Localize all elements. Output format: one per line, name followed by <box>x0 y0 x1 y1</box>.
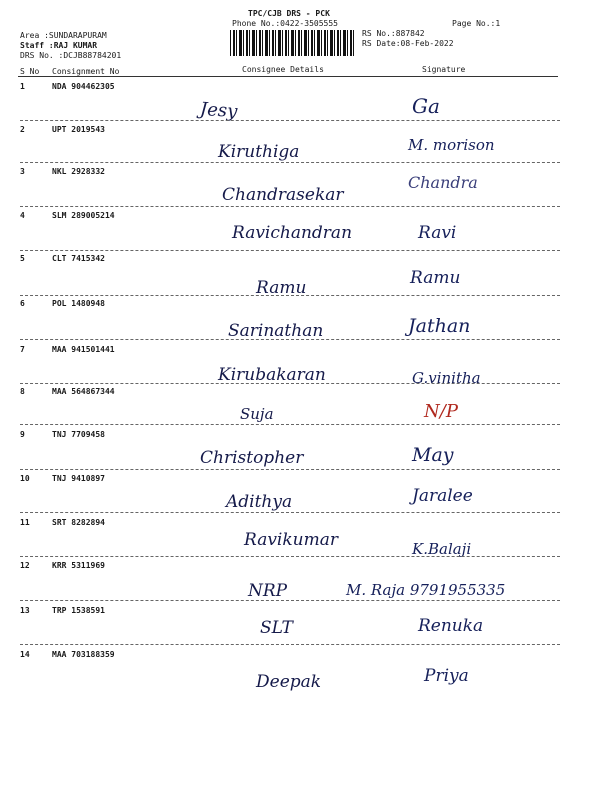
col-consignment: Consignment No <box>52 67 120 76</box>
row-divider <box>20 250 560 251</box>
consignee-handwriting: Ravichandran <box>232 223 353 243</box>
rs-number: RS No.:887842 <box>362 29 425 38</box>
signature-handwriting: Ga <box>412 94 440 118</box>
row-sno: 3 <box>20 167 25 176</box>
row-consignment: SLM 289005214 <box>52 211 115 220</box>
row-divider <box>20 644 560 645</box>
row-consignment: NDA 904462305 <box>52 82 115 91</box>
row-sno: 1 <box>20 82 25 91</box>
signature-handwriting: M. Raja 9791955335 <box>346 581 506 599</box>
table-row <box>0 167 600 205</box>
row-consignment: TRP 1538591 <box>52 606 105 615</box>
row-sno: 8 <box>20 387 25 396</box>
rs-date: RS Date:08-Feb-2022 <box>362 39 454 48</box>
consignee-handwriting: Sarinathan <box>228 321 324 341</box>
signature-handwriting: May <box>412 444 454 466</box>
row-divider <box>20 120 560 121</box>
signature-handwriting: Jaralee <box>412 486 473 506</box>
row-consignment: CLT 7415342 <box>52 254 105 263</box>
col-sno: S No <box>20 67 40 76</box>
row-divider <box>20 512 560 513</box>
row-sno: 9 <box>20 430 25 439</box>
col-signature: Signature <box>422 65 466 74</box>
row-divider <box>20 424 560 425</box>
row-consignment: TNJ 9410897 <box>52 474 105 483</box>
barcode-image <box>230 30 354 56</box>
row-sno: 2 <box>20 125 25 134</box>
row-sno: 4 <box>20 211 25 220</box>
row-consignment: NKL 2928332 <box>52 167 105 176</box>
consignee-handwriting: Chandrasekar <box>222 185 344 205</box>
table-row <box>0 650 600 692</box>
row-divider <box>20 469 560 470</box>
consignee-handwriting: Ravikumar <box>244 530 338 550</box>
row-consignment: UPT 2019543 <box>52 125 105 134</box>
row-sno: 5 <box>20 254 25 263</box>
row-divider <box>20 206 560 207</box>
consignee-handwriting: Christopher <box>200 448 304 468</box>
consignee-handwriting: Jesy <box>199 98 238 123</box>
signature-handwriting: Chandra <box>408 173 478 192</box>
signature-handwriting: M. morison <box>408 136 495 154</box>
row-divider <box>20 339 560 340</box>
consignee-handwriting: NRP <box>248 581 288 601</box>
table-row <box>0 82 600 123</box>
signature-handwriting: G.vinitha <box>412 369 481 387</box>
area-label: Area :SUNDARAPURAM <box>20 31 107 40</box>
signature-handwriting: Ramu <box>410 268 461 288</box>
signature-handwriting: N/P <box>424 401 458 422</box>
row-divider <box>20 295 560 296</box>
row-sno: 11 <box>20 518 30 527</box>
header-rule <box>18 76 558 77</box>
row-sno: 7 <box>20 345 25 354</box>
table-row <box>0 474 600 512</box>
staff-label: Staff :RAJ KUMAR <box>20 41 98 50</box>
table-row <box>0 211 600 241</box>
consignee-handwriting: Suja <box>240 405 274 423</box>
row-sno: 10 <box>20 474 30 483</box>
table-row <box>0 561 600 601</box>
drs-number: DRS No. :DCJB88784201 <box>20 51 122 60</box>
table-row <box>0 387 600 423</box>
table-row <box>0 345 600 387</box>
row-consignment: MAA 941501441 <box>52 345 115 354</box>
row-consignment: KRR 5311969 <box>52 561 105 570</box>
table-row <box>0 254 600 298</box>
signature-handwriting: K.Balaji <box>412 540 472 558</box>
row-consignment: SRT 8282894 <box>52 518 105 527</box>
row-divider <box>20 600 560 601</box>
table-row <box>0 518 600 558</box>
row-consignment: POL 1480948 <box>52 299 105 308</box>
consignee-handwriting: Adithya <box>226 492 293 512</box>
col-consignee: Consignee Details <box>242 65 324 74</box>
consignee-handwriting: SLT <box>260 618 293 638</box>
row-divider <box>20 162 560 163</box>
sheet-title: TPC/CJB DRS - PCK <box>248 9 330 18</box>
row-consignment: TNJ 7709458 <box>52 430 105 439</box>
phone-number: Phone No.:0422-3505555 <box>232 19 338 28</box>
consignee-handwriting: Ramu <box>256 278 307 298</box>
consignee-handwriting: Kirubakaran <box>218 365 326 385</box>
table-row <box>0 430 600 468</box>
signature-handwriting: Ravi <box>418 223 457 243</box>
signature-handwriting: Renuka <box>418 616 484 636</box>
row-sno: 12 <box>20 561 30 570</box>
consignee-handwriting: Kiruthiga <box>218 142 300 162</box>
table-row <box>0 124 600 162</box>
consignee-handwriting: Deepak <box>256 672 322 692</box>
row-sno: 6 <box>20 299 25 308</box>
row-sno: 13 <box>20 606 30 615</box>
page-number: Page No.:1 <box>452 19 501 28</box>
row-consignment: MAA 564867344 <box>52 387 115 396</box>
row-divider <box>20 556 560 557</box>
table-row <box>0 606 600 636</box>
row-sno: 14 <box>20 650 30 659</box>
row-divider <box>20 383 560 384</box>
table-row <box>0 299 600 341</box>
row-consignment: MAA 703188359 <box>52 650 115 659</box>
signature-handwriting: Jathan <box>408 315 471 337</box>
signature-handwriting: Priya <box>424 666 469 686</box>
